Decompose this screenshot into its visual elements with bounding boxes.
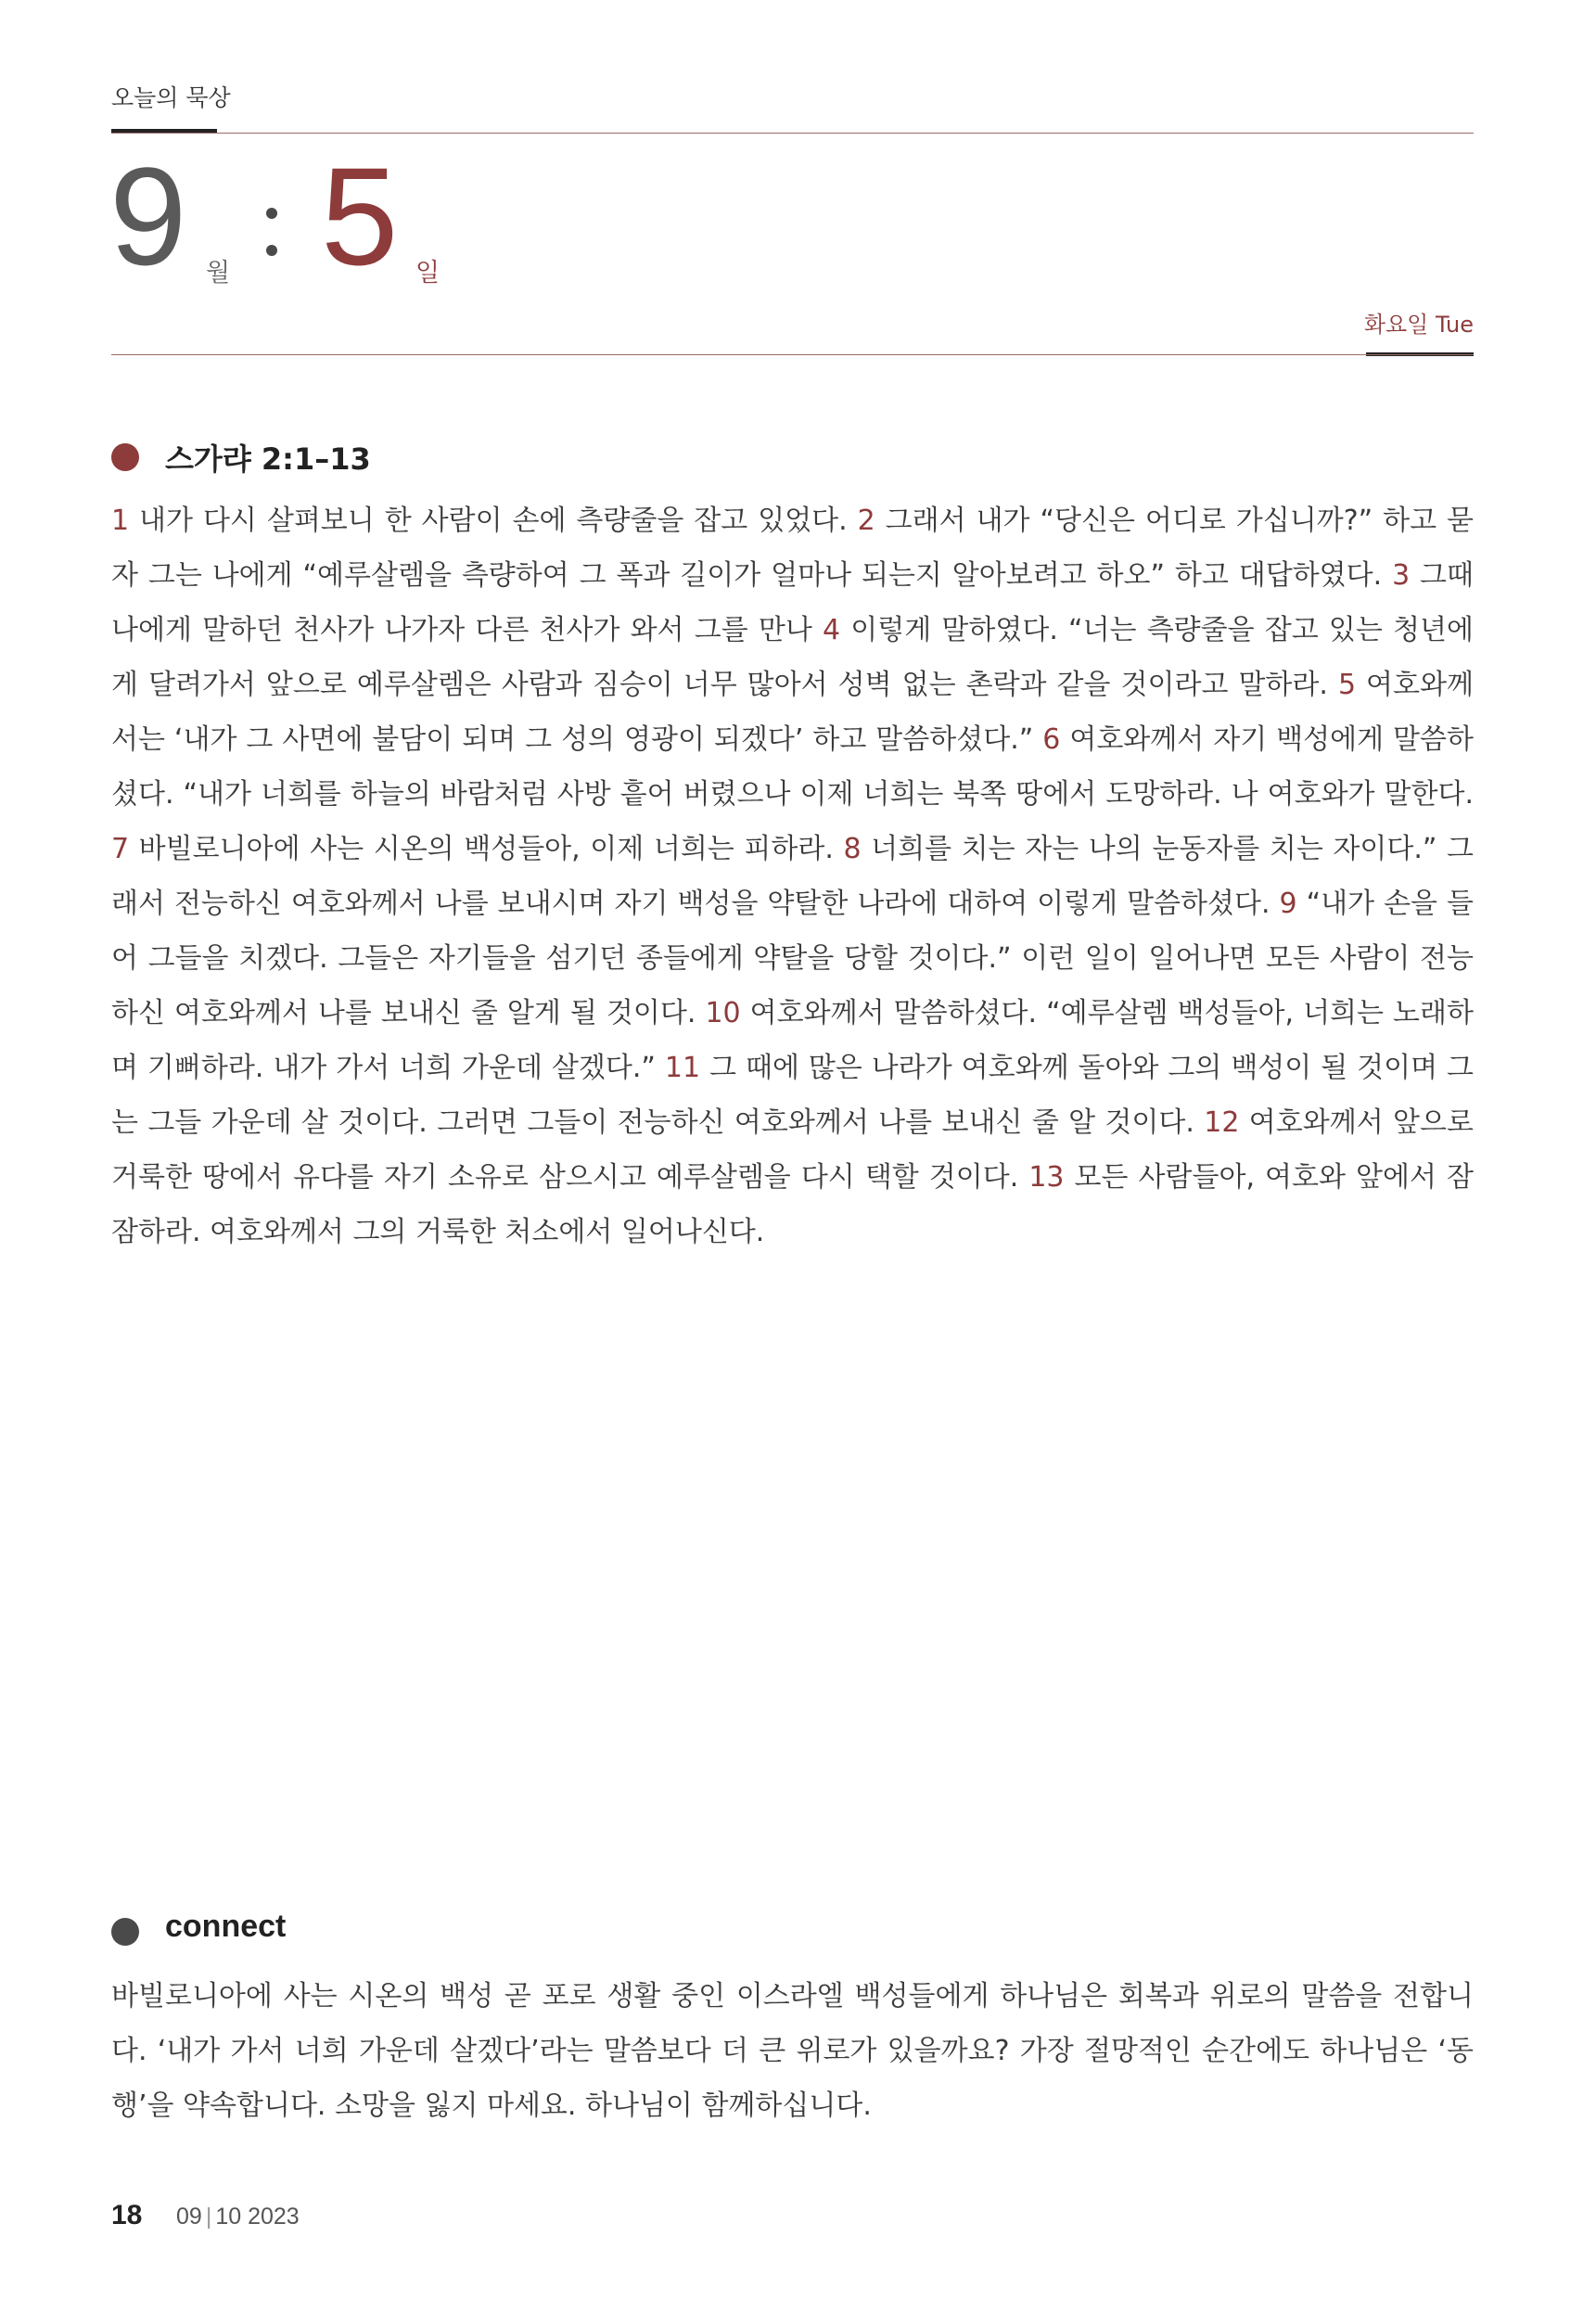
verse-text: 이렇게 말하였다. “너는 측량줄을 잡고 있는 청년에게 달려가서 앞으로 예루살렘은 사람과 짐승이 너무 많아서 성벽 없는 촌락과 같을 것이라고 말하라.: [111, 614, 1474, 701]
month-number: 9: [109, 138, 187, 294]
verse-text: 여호와께서 말씀하셨다. “예루살렘 백성들아, 너희는 노래하며 기뻐하라. 내가 가서 너희 가운데 살겠다.”: [111, 997, 1474, 1084]
section-label: 오늘의 묵상: [111, 84, 231, 111]
verse-number: 2: [857, 505, 875, 537]
connect-text: 바빌로니아에 사는 시온의 백성 곧 포로 생활 중인 이스라엘 백성들에게 하나님은 회복과 위로의 말씀을 전합니다. ‘내가 가서 너희 가운데 살겠다’라는 말씀보다 더 큰 위로가 있을까요? 가장 절망적인 순간에도 하나님은 ‘동행’을 약속합니다. 소망을 잃지 마세요. 하나님이 함께하십니다.: [111, 1980, 1474, 2122]
verse-text: 여호와께서 자기 백성에게 말씀하셨다. “내가 너희를 하늘의 바람처럼 사방 흩어 버렸으나 이제 너희는 북쪽 땅에서 도망하라. 나 여호와가 말한다.: [111, 723, 1474, 811]
passage-reference: 스가랴 2:1–13: [165, 441, 371, 477]
passage-bullet-icon: [111, 443, 139, 471]
verse-number: 10: [705, 997, 741, 1029]
verse-number: 4: [823, 614, 841, 646]
verse-text: 내가 다시 살펴보니 한 사람이 손에 측량줄을 잡고 있었다.: [129, 505, 858, 537]
header-divider: [111, 354, 1474, 355]
verse-number: 6: [1042, 723, 1061, 756]
verse-number: 5: [1337, 669, 1357, 701]
day-unit: 일: [415, 259, 440, 288]
day-number: 5: [321, 138, 399, 294]
verse-text: 여호와께서는 ‘내가 그 사면에 불담이 되며 그 성의 영광이 되겠다’ 하고 말씀하셨다.”: [111, 669, 1474, 756]
top-divider: [111, 133, 1474, 134]
verse-text: 그래서 내가 “당신은 어디로 가십니까?” 하고 묻자 그는 나에게 “예루살렘을 측량하여 그 폭과 길이가 얼마나 되는지 알아보려고 하오” 하고 대답하였다.: [111, 505, 1475, 592]
verse-number: 12: [1204, 1106, 1240, 1139]
issue-months: 09: [176, 2204, 202, 2230]
verse-text: “내가 손을 들어 그들을 치겠다. 그들은 자기들을 섬기던 종들에게 약탈을 당할 것이다.” 이런 일이 일어나면 모든 사람이 전능하신 여호와께서 나를 보내신 줄 알게 될 것이다.: [111, 888, 1474, 1029]
verse-text: 바빌로니아에 사는 시온의 백성들아, 이제 너희는 피하라.: [129, 833, 844, 865]
verse-number: 13: [1028, 1161, 1065, 1194]
passage-text: [111, 493, 1474, 1259]
weekday-label: 화요일 Tue: [1363, 312, 1474, 338]
verse-text: 모든 사람들아, 여호와 앞에서 잠잠하라. 여호와께서 그의 거룩한 처소에서 일어나신다.: [111, 1161, 1474, 1248]
verse-text: 그 때에 많은 나라가 여호와께 돌아와 그의 백성이 될 것이며 그는 그들 가운데 살 것이다. 그러면 그들이 전능하신 여호와께서 나를 보내신 줄 알 것이다.: [111, 1052, 1474, 1139]
verse-number: 11: [664, 1052, 701, 1084]
verse-number: 3: [1392, 559, 1411, 592]
verse-number: 9: [1279, 888, 1297, 920]
verse-text: 너희를 치는 자는 나의 눈동자를 치는 자이다.” 그래서 전능하신 여호와께서 나를 보내시며 자기 백성을 약탈한 나라에 대하여 이렇게 말씀하셨다.: [111, 833, 1474, 920]
issue-year: 10 2023: [215, 2204, 300, 2230]
date-colon: [266, 195, 279, 269]
verse-text: 여호와께서 앞으로 거룩한 땅에서 유다를 자기 소유로 삼으시고 예루살렘을 다시 택할 것이다.: [111, 1106, 1474, 1194]
issue-info: [176, 2204, 300, 2230]
month-unit: 월: [206, 259, 231, 288]
issue-separator: |: [205, 2204, 212, 2230]
connect-title: connect: [165, 1909, 287, 1944]
verse-number: 8: [843, 833, 862, 865]
verse-number: 1: [111, 505, 130, 537]
verse-text: 그때 나에게 말하던 천사가 나가자 다른 천사가 와서 그를 만나: [111, 559, 1474, 646]
connect-bullet-icon: [111, 1918, 139, 1946]
page-number: 18: [111, 2200, 143, 2230]
verse-number: 7: [111, 833, 130, 865]
